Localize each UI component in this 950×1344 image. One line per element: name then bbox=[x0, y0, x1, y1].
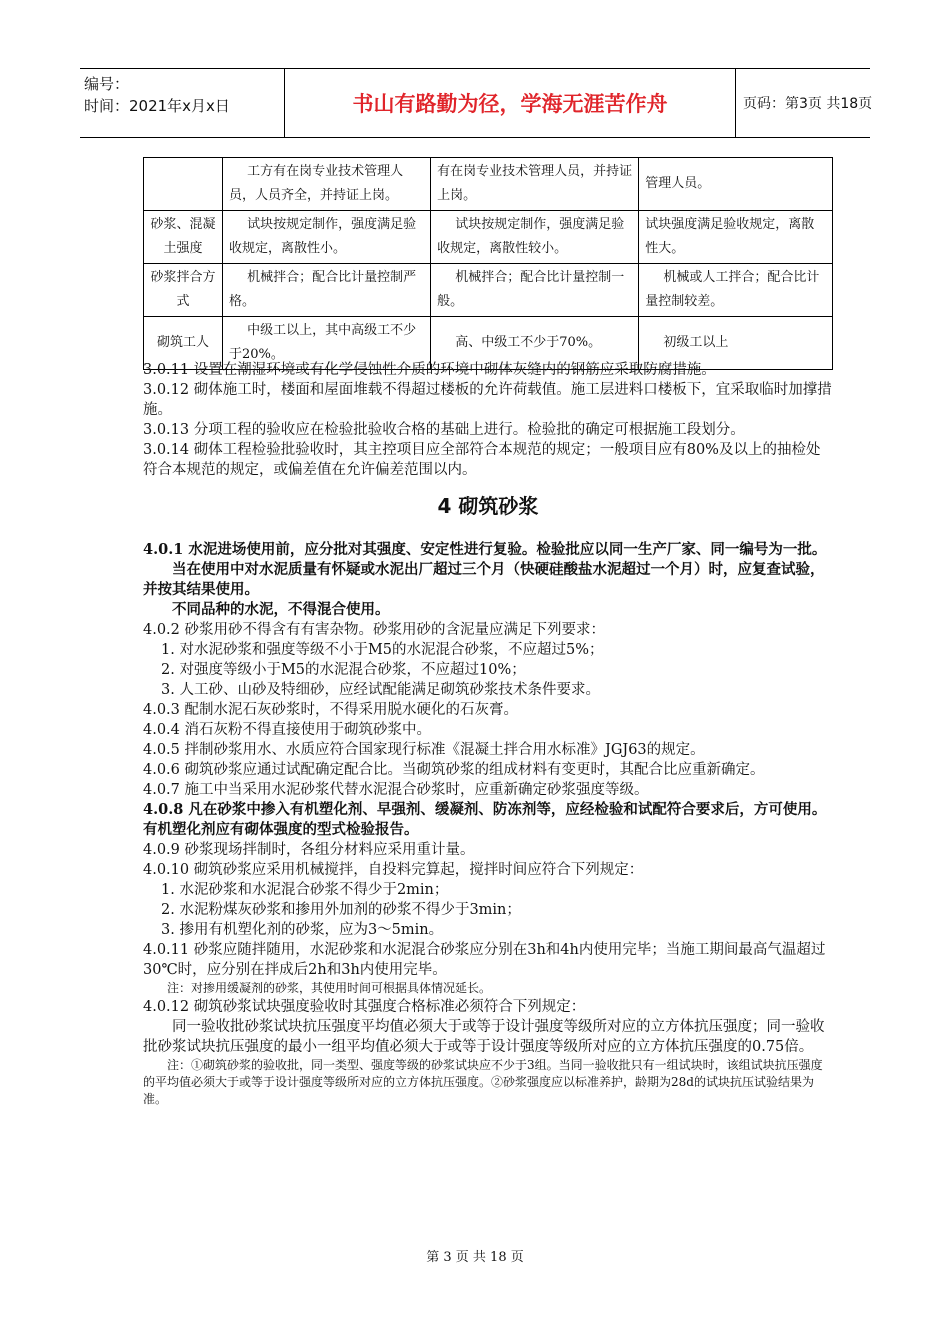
table-cell: 机械或人工拌合；配合比计量控制较差。 bbox=[639, 264, 833, 317]
section-title: 4 砌筑砂浆 bbox=[437, 494, 539, 518]
table-row bbox=[144, 264, 833, 317]
clause-3-0-14: 3.0.14 砌体工程检验批验收时，其主控项目应全部符合本规范的规定；一般项目应有80%及以上的抽检处符合本规范的规定，或偏差值在允许偏差范围以内。 bbox=[143, 442, 821, 478]
time-label: 时间：2021年x月x日 bbox=[84, 97, 230, 115]
list-item: 2. 对强度等级小于M5的水泥混合砂浆，不应超过10%； bbox=[161, 662, 526, 678]
clause-4-0-4: 4.0.4 消石灰粉不得直接使用于砌筑砂浆中。 bbox=[143, 722, 432, 738]
clause-4-0-6: 4.0.6 砌筑砂浆应通过试配确定配合比。当砌筑砂浆的组成材料有变更时，其配合比应重新确定。 bbox=[143, 762, 765, 778]
clause-4-0-7: 4.0.7 施工中当采用水泥砂浆代替水泥混合砂浆时，应重新确定砂浆强度等级。 bbox=[143, 782, 649, 798]
header-motto: 书山有路勤为径，学海无涯苦作舟 bbox=[284, 69, 736, 137]
clause-3-0-13: 3.0.13 分项工程的验收应在检验批验收合格的基础上进行。检验批的确定可根据施工段划分。 bbox=[143, 422, 745, 438]
table-cell: 砂浆拌合方式 bbox=[144, 264, 223, 317]
clause-4-0-12-note: 注：①砌筑砂浆的验收批，同一类型、强度等级的砂浆试块应不少于3组。当同一验收批只有一组试块时，该组试块抗压强度的平均值必须大于或等于设计强度等级所对应的立方体抗压强度。②砂浆强度应以标准养护，龄期为28d的试块抗压试验结果为准。 bbox=[143, 1058, 823, 1106]
header-meta bbox=[80, 69, 284, 137]
list-item: 2. 水泥粉煤灰砂浆和掺用外加剂的砂浆不得少于3min； bbox=[161, 902, 521, 918]
clause-4-0-3: 4.0.3 配制水泥石灰砂浆时，不得采用脱水硬化的石灰膏。 bbox=[143, 702, 519, 718]
table-cell bbox=[144, 158, 223, 211]
list-item: 3. 掺用有机塑化剂的砂浆，应为3～5min。 bbox=[161, 922, 444, 938]
clause-4-0-1: 4.0.1 水泥进场使用前，应分批对其强度、安定性进行复验。检验批应以同一生产厂家、同一编号为一批。 bbox=[143, 541, 827, 558]
table-cell: 有在岗专业技术管理人员，并持证上岗。 bbox=[431, 158, 639, 211]
clause-4-0-1-para-3: 不同品种的水泥，不得混合使用。 bbox=[172, 601, 390, 618]
table-cell: 高、中级工不少于70%。 bbox=[431, 317, 639, 370]
clause-4-0-11: 4.0.11 砂浆应随拌随用，水泥砂浆和水泥混合砂浆应分别在3h和4h内使用完毕；当施工期间最高气温超过30℃时，应分别在拌成后2h和3h内使用完毕。 bbox=[143, 942, 826, 978]
quality-grade-table bbox=[143, 157, 833, 370]
clause-4-0-9: 4.0.9 砂浆现场拌制时，各组分材料应采用重计量。 bbox=[143, 842, 475, 858]
clause-4-0-11-note: 注：对掺用缓凝剂的砂浆，其使用时间可根据具体情况延长。 bbox=[167, 981, 492, 995]
table-cell: 机械拌合；配合比计量控制严格。 bbox=[222, 264, 430, 317]
clause-3-0-12: 3.0.12 砌体施工时，楼面和屋面堆载不得超过楼板的允许荷载值。施工层进料口楼板下，宜采取临时加撑措施。 bbox=[143, 382, 832, 418]
table-cell: 试块强度满足验收规定，离散性大。 bbox=[639, 211, 833, 264]
clause-4-0-1-para-2: 当在使用中对水泥质量有怀疑或水泥出厂超过三个月（快硬硅酸盐水泥超过一个月）时，应复查试验，并按其结果使用。 bbox=[143, 561, 825, 598]
document-body bbox=[143, 360, 833, 1108]
page-footer: 第 3 页 共 18 页 bbox=[426, 1250, 524, 1265]
table-cell: 砂浆、混凝土强度 bbox=[144, 211, 223, 264]
table-cell: 中级工以上，其中高级工不少于20%。 bbox=[222, 317, 430, 370]
table-cell: 工方有在岗专业技术管理人员，人员齐全，并持证上岗。 bbox=[222, 158, 430, 211]
clause-3-0-11: 3.0.11 设置在潮湿环境或有化学侵蚀性介质的环境中砌体灰缝内的钢筋应采取防腐措施。 bbox=[143, 362, 716, 378]
table-cell: 试块按规定制作，强度满足验收规定，离散性较小。 bbox=[431, 211, 639, 264]
code-label: 编号： bbox=[84, 75, 130, 93]
list-item: 1. 水泥砂浆和水泥混合砂浆不得少于2min； bbox=[161, 882, 449, 898]
table-cell: 初级工以上 bbox=[639, 317, 833, 370]
clause-4-0-2: 4.0.2 砂浆用砂不得含有有害杂物。砂浆用砂的含泥量应满足下列要求： bbox=[143, 622, 606, 638]
clause-4-0-12-body: 同一验收批砂浆试块抗压强度平均值必须大于或等于设计强度等级所对应的立方体抗压强度；同一验收批砂浆试块抗压强度的最小一组平均值必须大于或等于设计强度等级所对应的立方体抗压强度的0.75倍。 bbox=[143, 1019, 825, 1055]
page-header bbox=[80, 68, 873, 138]
table-cell: 机械拌合；配合比计量控制一般。 bbox=[431, 264, 639, 317]
list-item: 3. 人工砂、山砂及特细砂，应经试配能满足砌筑砂浆技术条件要求。 bbox=[161, 682, 600, 698]
clause-4-0-12: 4.0.12 砌筑砂浆试块强度验收时其强度合格标准必须符合下列规定： bbox=[143, 999, 586, 1015]
clause-4-0-5: 4.0.5 拌制砂浆用水、水质应符合国家现行标准《混凝土拌合用水标准》JGJ63的规定。 bbox=[143, 742, 705, 758]
header-page-number: 页码：第3页 共18页 bbox=[743, 96, 873, 112]
list-item: 1. 对水泥砂浆和强度等级不小于M5的水泥混合砂浆，不应超过5%； bbox=[161, 642, 604, 658]
clause-4-0-8: 4.0.8 凡在砂浆中掺入有机塑化剂、早强剂、缓凝剂、防冻剂等，应经检验和试配符合要求后，方可使用。有机塑化剂应有砌体强度的型式检验报告。 bbox=[143, 801, 827, 838]
table-cell: 砌筑工人 bbox=[144, 317, 223, 370]
table-row bbox=[144, 158, 833, 211]
table-cell: 试块按规定制作，强度满足验收规定，离散性小。 bbox=[222, 211, 430, 264]
table-cell: 管理人员。 bbox=[639, 158, 833, 211]
table-row bbox=[144, 211, 833, 264]
clause-4-0-10: 4.0.10 砌筑砂浆应采用机械搅拌，自投料完算起，搅拌时间应符合下列规定： bbox=[143, 862, 644, 878]
